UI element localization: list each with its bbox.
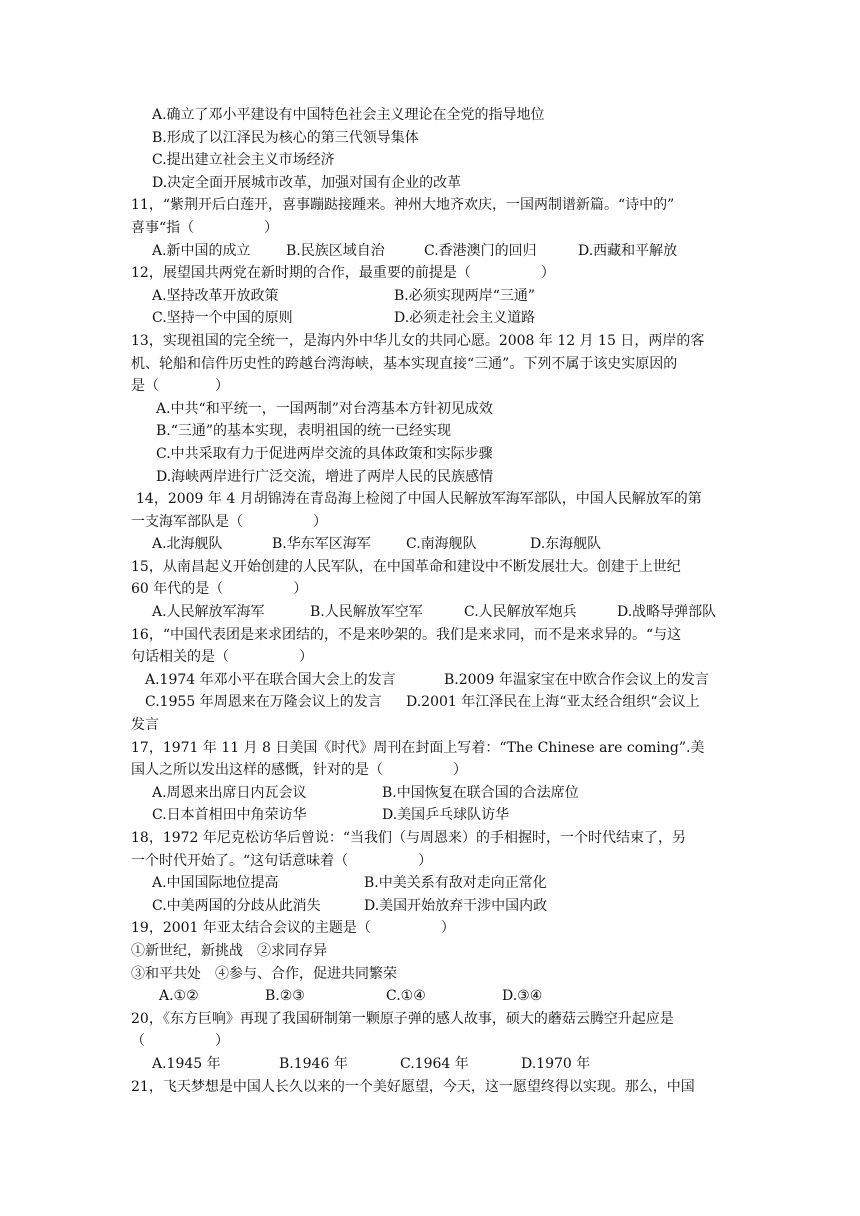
text-line — [0, 104, 860, 127]
text-line — [0, 330, 860, 353]
option-text: A.周恩来出席日内瓦会议 — [152, 784, 307, 801]
line-text: 一个时代开始了。“这句话意味着（ ） — [131, 852, 433, 869]
line-text: A.中共“和平统一，一国两制”对台湾基本方针初见成效 — [156, 400, 493, 417]
option-text: D.战略导弹部队 — [617, 604, 717, 621]
option-text: B.中美关系有敌对走向正常化 — [364, 875, 547, 892]
option-text: D.2001 年江泽民在上海“亚太经合组织“会议上 — [406, 694, 700, 711]
text-line — [0, 240, 860, 263]
text-line — [0, 375, 860, 398]
text-line — [0, 646, 860, 669]
document-page — [0, 104, 860, 1098]
line-text: 17，1971 年 11 月 8 日美国《时代》周刊在封面上写着：“The Chinese are coming”.美 — [131, 739, 705, 756]
line-text: 18，1972 年尼克松访华后曾说：“当我们（与周恩来）的手相握时，一个时代结束了，另 — [131, 830, 687, 846]
line-text: 16，“中国代表团是来求团结的，不是来吵架的。我们是来求同，而不是来求异的。“与这 — [131, 626, 682, 643]
text-line — [0, 556, 860, 579]
line-text: 20，《东方巨响》再现了我国研制第一颗原子弹的感人故事，硕大的蘑菇云腾空升起应是 — [131, 1010, 674, 1027]
line-text: 11，“紫荆开后白莲开，喜事蹦跶接踵来。神州大地齐欢庆，一国两制谱新篇。“诗中的” — [131, 197, 675, 214]
text-line — [0, 1053, 860, 1076]
option-text: C.人民解放军炮兵 — [464, 604, 577, 621]
line-text: 13，实现祖国的完全统一，是海内外中华儿女的共同心愿。2008 年 12 月 15 日，两岸的客 — [131, 332, 705, 349]
line-text: 喜事“指（ ） — [131, 219, 279, 236]
option-text: D.西藏和平解放 — [578, 242, 678, 259]
line-text: B.形成了以江泽民为核心的第三代领导集体 — [152, 129, 419, 146]
option-text: C.1964 年 — [400, 1055, 469, 1072]
text-line — [0, 172, 860, 195]
text-line — [0, 963, 860, 986]
line-text: C.中共采取有力于促进两岸交流的具体政策和实际步骤 — [156, 445, 493, 462]
line-text: 12，展望国共两党在新时期的合作，最重要的前提是（ ） — [131, 265, 555, 282]
text-line — [0, 737, 860, 760]
option-text: A.人民解放军海军 — [152, 604, 265, 621]
option-text: A.①② — [159, 988, 199, 1005]
option-text: B.中国恢复在联合国的合法席位 — [382, 784, 579, 801]
line-text: ③和平共处 ④参与、合作，促进共同繁荣 — [131, 965, 397, 982]
text-line — [0, 353, 860, 376]
text-line — [0, 443, 860, 466]
option-text: D.③④ — [502, 988, 543, 1005]
text-line — [0, 307, 860, 330]
option-text: B.②③ — [265, 988, 305, 1005]
text-line — [0, 1030, 860, 1053]
option-text: A.中国国际地位提高 — [152, 875, 279, 892]
text-line — [0, 691, 860, 714]
text-line — [0, 804, 860, 827]
line-text: B.“三通”的基本实现，表明祖国的统一已经实现 — [156, 423, 452, 440]
option-text: B.必须实现两岸“三通” — [394, 287, 536, 304]
line-text: 14，2009 年 4 月胡锦涛在青岛海上检阅了中国人民解放军海军部队，中国人民解放军的第 — [136, 491, 702, 508]
option-text: D.美国开始放弃干涉中国内政 — [364, 897, 548, 914]
option-text: D.东海舰队 — [530, 536, 602, 553]
text-line — [0, 420, 860, 443]
option-text: D.1970 年 — [521, 1055, 591, 1072]
text-line — [0, 940, 860, 963]
line-text: 一支海军部队是（ ） — [131, 513, 327, 530]
text-line — [0, 488, 860, 511]
line-text: 发言 — [131, 717, 159, 734]
option-text: C.1955 年周恩来在万隆会议上的发言 — [145, 694, 382, 711]
text-line — [0, 511, 860, 534]
option-text: B.2009 年温家宝在中欧合作会议上的发言 — [444, 671, 709, 688]
option-text: C.坚持一个中国的原则 — [152, 310, 293, 327]
line-text: 15，从南昌起义开始创建的人民军队，在中国革命和建设中不断发展壮大。创建于上世纪 — [131, 558, 681, 575]
line-text: 21，飞天梦想是中国人长久以来的一个美好愿望，今天，这一愿望终得以实现。那么，中国 — [131, 1078, 695, 1095]
text-line — [0, 262, 860, 285]
line-text: ①新世纪，新挑战 ②求同存异 — [131, 942, 327, 959]
text-line — [0, 398, 860, 421]
text-line — [0, 194, 860, 217]
option-text: B.民族区域自治 — [286, 242, 385, 259]
text-line — [0, 985, 860, 1008]
text-line — [0, 1008, 860, 1031]
option-text: C.南海舰队 — [406, 536, 477, 553]
option-text: C.中美两国的分歧从此消失 — [152, 897, 321, 914]
option-text: A.新中国的成立 — [152, 242, 251, 259]
text-line — [0, 1076, 860, 1099]
text-line — [0, 917, 860, 940]
line-text: 机、轮船和信件历史性的跨越台湾海峡，基本实现直接“三通”。下列不属于该史实原因的 — [131, 355, 678, 372]
option-text: B.1946 年 — [279, 1055, 348, 1072]
option-text: A.1945 年 — [152, 1055, 221, 1072]
option-text: D.必须走社会主义道路 — [394, 310, 536, 327]
text-line — [0, 578, 860, 601]
text-line — [0, 669, 860, 692]
option-text: B.华东军区海军 — [272, 536, 371, 553]
option-text: A.1974 年邓小平在联合国大会上的发言 — [145, 671, 396, 688]
text-line — [0, 466, 860, 489]
option-text: D.美国乒乓球队访华 — [382, 807, 510, 824]
line-text: D.决定全面开展城市改革，加强对国有企业的改革 — [152, 174, 462, 191]
text-line — [0, 872, 860, 895]
text-line — [0, 149, 860, 172]
option-text: C.日本首相田中角荣访华 — [152, 807, 307, 824]
option-text: C.①④ — [386, 988, 426, 1005]
text-line — [0, 601, 860, 624]
line-text: 是（ ） — [131, 378, 229, 395]
line-text: 19，2001 年亚太结合会议的主题是（ ） — [131, 920, 455, 937]
line-text: C.提出建立社会主义市场经济 — [152, 152, 335, 169]
text-line — [0, 127, 860, 150]
line-text: 60 年代的是（ ） — [131, 581, 308, 598]
text-line — [0, 624, 860, 647]
line-text: 句话相关的是（ ） — [131, 649, 313, 666]
text-line — [0, 217, 860, 240]
text-line — [0, 714, 860, 737]
line-text: 国人之所以发出这样的感慨，针对的是（ ） — [131, 762, 467, 779]
option-text: A.北海舰队 — [152, 536, 223, 553]
text-line — [0, 759, 860, 782]
text-line — [0, 827, 860, 850]
option-text: A.坚持改革开放政策 — [152, 287, 279, 304]
option-text: B.人民解放军空军 — [310, 604, 423, 621]
line-text: A.确立了邓小平建设有中国特色社会主义理论在全党的指导地位 — [152, 107, 545, 123]
option-text: C.香港澳门的回归 — [424, 242, 537, 259]
line-text: D.海峡两岸进行广泛交流，增进了两岸人民的民族感情 — [156, 468, 494, 485]
text-line — [0, 285, 860, 308]
text-line — [0, 782, 860, 805]
text-line — [0, 533, 860, 556]
text-line — [0, 895, 860, 918]
line-text: （ ） — [131, 1033, 229, 1050]
text-line — [0, 850, 860, 873]
